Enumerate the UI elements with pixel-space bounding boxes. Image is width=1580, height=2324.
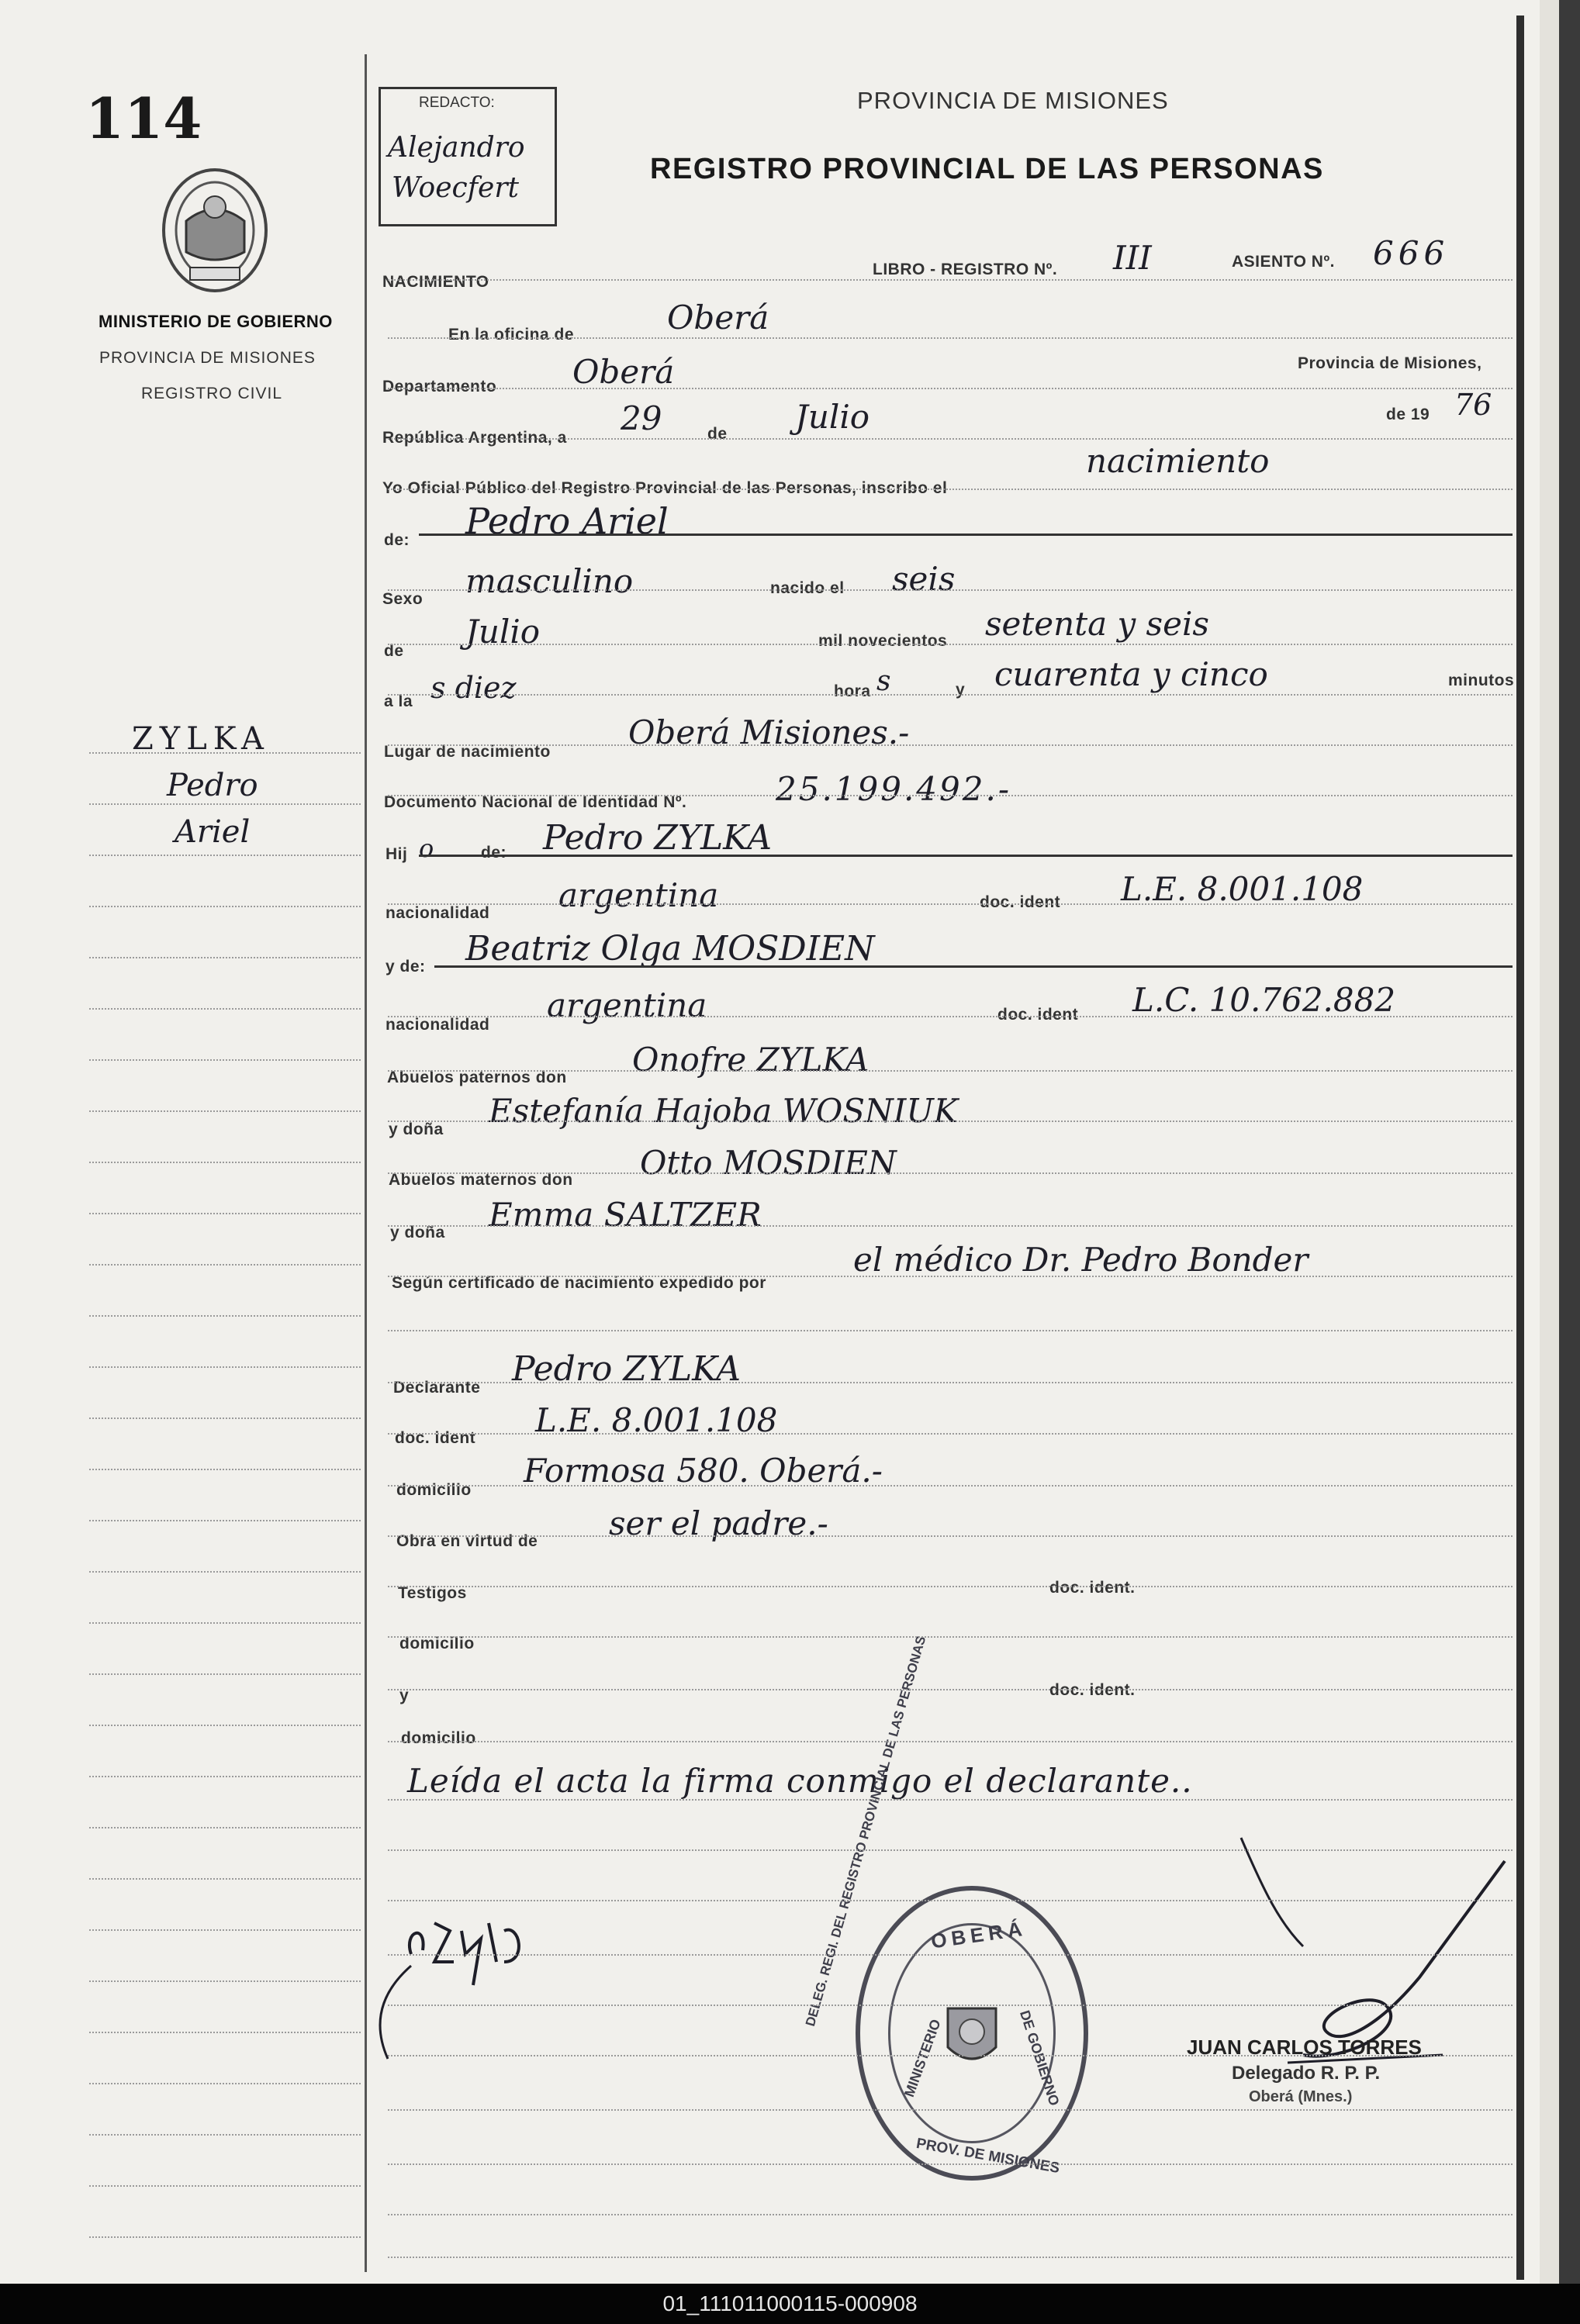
padre-doc-value: L.E. 8.001.108 [1121, 870, 1364, 908]
form-rule-line [388, 694, 1513, 696]
lugar-value: Oberá Misiones.- [628, 713, 910, 751]
province-seal-icon [159, 167, 271, 295]
form-rule-line [388, 1070, 1513, 1072]
form-rule-line [388, 589, 1513, 591]
form-rule-line [388, 644, 1513, 645]
form-rule-line [388, 2257, 1513, 2258]
abuelos-pat-label: Abuelos paternos don [387, 1069, 567, 1086]
redacto-name-2: Woecfert [392, 172, 520, 204]
form-rule-line [388, 337, 1513, 339]
form-rule-line [388, 2214, 1513, 2215]
abuela-mat-value: Emma SALTZER [489, 1196, 762, 1234]
de4-label: de: [481, 844, 506, 862]
libro-label: LIBRO - REGISTRO Nº. [873, 261, 1058, 278]
footer-id: 01_111011000115-000908 [0, 2284, 1580, 2324]
declarante-label: Declarante [393, 1379, 481, 1397]
yde-label: y de: [385, 958, 426, 976]
madre-nac-value: argentina [547, 986, 707, 1024]
domicilio2-label: domicilio [399, 1635, 475, 1652]
doc-ident5-label: doc. ident. [1049, 1681, 1136, 1699]
margin-rule-line [89, 1827, 361, 1828]
minutos-label: minutos [1448, 672, 1515, 689]
y-label: y [956, 681, 966, 699]
de2-label: de: [384, 531, 410, 549]
form-rule-line [388, 1799, 1513, 1801]
page-title: REGISTRO PROVINCIAL DE LAS PERSONAS [650, 153, 1324, 185]
stamp-inner-left: MINISTERIO [901, 2017, 944, 2099]
minutos-value: cuarenta y cinco [994, 655, 1268, 693]
margin-rule-line [89, 1059, 361, 1061]
margin-rule-line [89, 2236, 361, 2238]
form-rule-line [388, 744, 1513, 746]
departamento-label: Departamento [382, 378, 497, 395]
margin-rule-line [89, 2134, 361, 2136]
name-underline [419, 534, 1513, 536]
form-rule-line [388, 1849, 1513, 1851]
form-rule-line [388, 388, 1513, 389]
form-rule-line [388, 279, 1513, 281]
abuelo-mat-value: Otto MOSDIEN [640, 1144, 897, 1182]
nac-mes-value: Julio [465, 613, 541, 651]
stamp-inner-right: DE GOBIERNO [1016, 2008, 1063, 2108]
dni-label: Documento Nacional de Identidad Nº. [384, 793, 687, 811]
form-rule-line [388, 1330, 1513, 1331]
margin-rule-line [89, 1110, 361, 1112]
ydona-label: y doña [389, 1121, 444, 1138]
sexo-label: Sexo [382, 590, 424, 608]
doc-ident3-label: doc. ident [395, 1429, 476, 1447]
nacido-value: seis [892, 560, 956, 598]
oficina-value: Oberá [667, 299, 769, 337]
inscribo-value: nacimiento [1086, 442, 1270, 480]
margin-rule-line [89, 1776, 361, 1777]
margin-rule-line [89, 1366, 361, 1368]
asiento-label: ASIENTO Nº. [1232, 253, 1335, 271]
form-rule-line [388, 1382, 1513, 1383]
leida-value: Leída el acta la firma conmigo el declarante.. [407, 1762, 1193, 1800]
margin-rule-line [89, 1725, 361, 1726]
official-title: Delegado R. P. P. [1232, 2063, 1381, 2084]
form-rule-line [388, 1225, 1513, 1227]
dni-value: 25.199.492.- [776, 770, 1012, 808]
margin-rule-line [89, 957, 361, 958]
alas-value: s diez [430, 671, 517, 705]
asiento-value: 666 [1373, 234, 1450, 272]
lugar-label: Lugar de nacimiento [384, 743, 551, 761]
yo-oficial-label: Yo Oficial Público del Registro Provincial de las Personas, inscribo el [382, 479, 948, 497]
mother-underline [434, 965, 1513, 968]
oficina-label: En la oficina de [448, 326, 575, 344]
anio-value: 76 [1454, 388, 1492, 422]
stamp-crest-icon [940, 1997, 1004, 2074]
form-rule-line [388, 1900, 1513, 1901]
margin-rule-line [89, 855, 361, 856]
binding-spine [1516, 16, 1524, 2280]
domicilio-value: Formosa 580. Oberá.- [524, 1452, 883, 1490]
margin-rule-line [89, 2032, 361, 2033]
form-rule-line [388, 903, 1513, 905]
margin-rule-line [89, 752, 361, 754]
page-number: 114 [85, 85, 202, 151]
form-rule-line [388, 2055, 1513, 2056]
header-province: PROVINCIA DE MISIONES [857, 87, 1169, 114]
form-rule-line [388, 1741, 1513, 1742]
form-rule-line [388, 1433, 1513, 1435]
form-rule-line [388, 2005, 1513, 2006]
ministry-label: MINISTERIO DE GOBIERNO [99, 312, 333, 331]
margin-rule-line [89, 1980, 361, 1982]
abuelos-mat-label: Abuelos maternos don [389, 1171, 573, 1189]
form-rule-line [388, 1016, 1513, 1017]
redacto-label: REDACTO: [419, 95, 495, 111]
departamento-value: Oberá [572, 353, 675, 391]
act-type: NACIMIENTO [382, 273, 489, 291]
margin-rule-line [89, 2083, 361, 2084]
form-rule-line [388, 1586, 1513, 1587]
redacto-name-1: Alejandro [388, 132, 525, 164]
margin-note-name1: Pedro [167, 768, 258, 803]
margin-rule-line [89, 1264, 361, 1266]
nacido-label: nacido el [770, 579, 845, 597]
mes-value: Julio [795, 398, 870, 436]
de-label: de [707, 425, 728, 443]
form-rule-line [388, 1121, 1513, 1122]
margin-rule-line [89, 1673, 361, 1675]
nacionalidad2-label: nacionalidad [385, 1016, 490, 1034]
margin-rule-line [89, 803, 361, 805]
sexo-value: masculino [465, 562, 634, 600]
margin-rule-line [89, 1520, 361, 1521]
libro-value: III [1113, 239, 1152, 277]
form-rule-line [388, 1689, 1513, 1690]
form-rule-line [388, 1172, 1513, 1174]
testigos-label: Testigos [398, 1584, 467, 1602]
margin-rule-line [89, 1162, 361, 1163]
anio-label: de 19 [1386, 406, 1430, 423]
margin-note-surname: ZYLKA [132, 721, 270, 757]
form-rule-line [388, 795, 1513, 796]
form-rule-line [388, 1535, 1513, 1537]
margin-rule-line [89, 1213, 361, 1214]
segun-value: el médico Dr. Pedro Bonder [853, 1241, 1309, 1279]
declarante-value: Pedro ZYLKA [512, 1349, 742, 1389]
registry-label: REGISTRO CIVIL [141, 385, 283, 402]
official-name: JUAN CARLOS TORRES [1187, 2036, 1422, 2059]
padre-nac-value: argentina [558, 876, 719, 914]
declarante-doc-value: L.E. 8.001.108 [535, 1401, 778, 1439]
form-rule-line [388, 438, 1513, 440]
doc-ident4-label: doc. ident. [1049, 1579, 1136, 1597]
margin-rule-line [89, 1418, 361, 1419]
mil-label: mil novecientos [818, 632, 948, 650]
official-place: Oberá (Mnes.) [1249, 2088, 1353, 2105]
hijo-suffix: o [419, 834, 434, 863]
de3-label: de [384, 642, 404, 660]
ydona2-label: y doña [390, 1224, 445, 1241]
alas-label: a la [384, 692, 413, 710]
form-rule-line [388, 1954, 1513, 1956]
y2-label: y [399, 1687, 410, 1704]
margin-rule-line [89, 1929, 361, 1931]
nacionalidad-label: nacionalidad [385, 904, 490, 922]
form-rule-line [388, 2109, 1513, 2111]
domicilio3-label: domicilio [401, 1729, 476, 1747]
stamp-bottom-text: PROV. DE MISIONES [914, 2135, 1061, 2177]
margin-rule-line [89, 1469, 361, 1470]
province-label: PROVINCIA DE MISIONES [99, 349, 316, 367]
segun-label: Según certificado de nacimiento expedido por [392, 1274, 766, 1292]
declarant-signature [365, 1877, 597, 2063]
obra-label: Obra en virtud de [396, 1532, 538, 1550]
abuelo-pat-value: Onofre ZYLKA [632, 1041, 870, 1079]
domicilio-label: domicilio [396, 1481, 472, 1499]
margin-rule-line [89, 1315, 361, 1317]
doc-ident2-label: doc. ident [997, 1006, 1079, 1024]
form-rule-line [388, 1276, 1513, 1277]
padre-value: Pedro ZYLKA [543, 818, 773, 858]
provincia-label: Provincia de Misiones, [1298, 354, 1482, 372]
margin-rule-line [89, 1878, 361, 1880]
nombre-value: Pedro Ariel [465, 500, 669, 542]
madre-value: Beatriz Olga MOSDIEN [465, 929, 875, 969]
page-edge [1540, 0, 1559, 2284]
horas-label: hora [834, 682, 871, 700]
horas-value: s [876, 665, 891, 697]
father-underline [419, 855, 1513, 857]
margin-rule-line [89, 906, 361, 907]
madre-doc-value: L.C. 10.762.882 [1132, 981, 1396, 1019]
margin-rule-line [89, 1622, 361, 1624]
mil-value: setenta y seis [985, 605, 1209, 643]
form-rule-line [388, 489, 1513, 490]
margin-note-name2: Ariel [175, 814, 251, 850]
stamp-top-text: OBERÁ [929, 1916, 1029, 1953]
dia-value: 29 [621, 399, 662, 437]
form-rule-line [388, 1636, 1513, 1638]
form-rule-line [388, 2163, 1513, 2165]
hijo-label: Hij [385, 845, 408, 863]
margin-rule-line [89, 2185, 361, 2187]
abuela-pat-value: Estefanía Hajoba WOSNIUK [489, 1092, 959, 1130]
obra-value: ser el padre.- [609, 1504, 828, 1542]
republica-label: República Argentina, a [382, 429, 567, 447]
margin-rule-line [89, 1571, 361, 1573]
doc-ident-label: doc. ident [980, 893, 1061, 911]
form-rule-line [388, 1485, 1513, 1487]
margin-rule-line [89, 1008, 361, 1010]
